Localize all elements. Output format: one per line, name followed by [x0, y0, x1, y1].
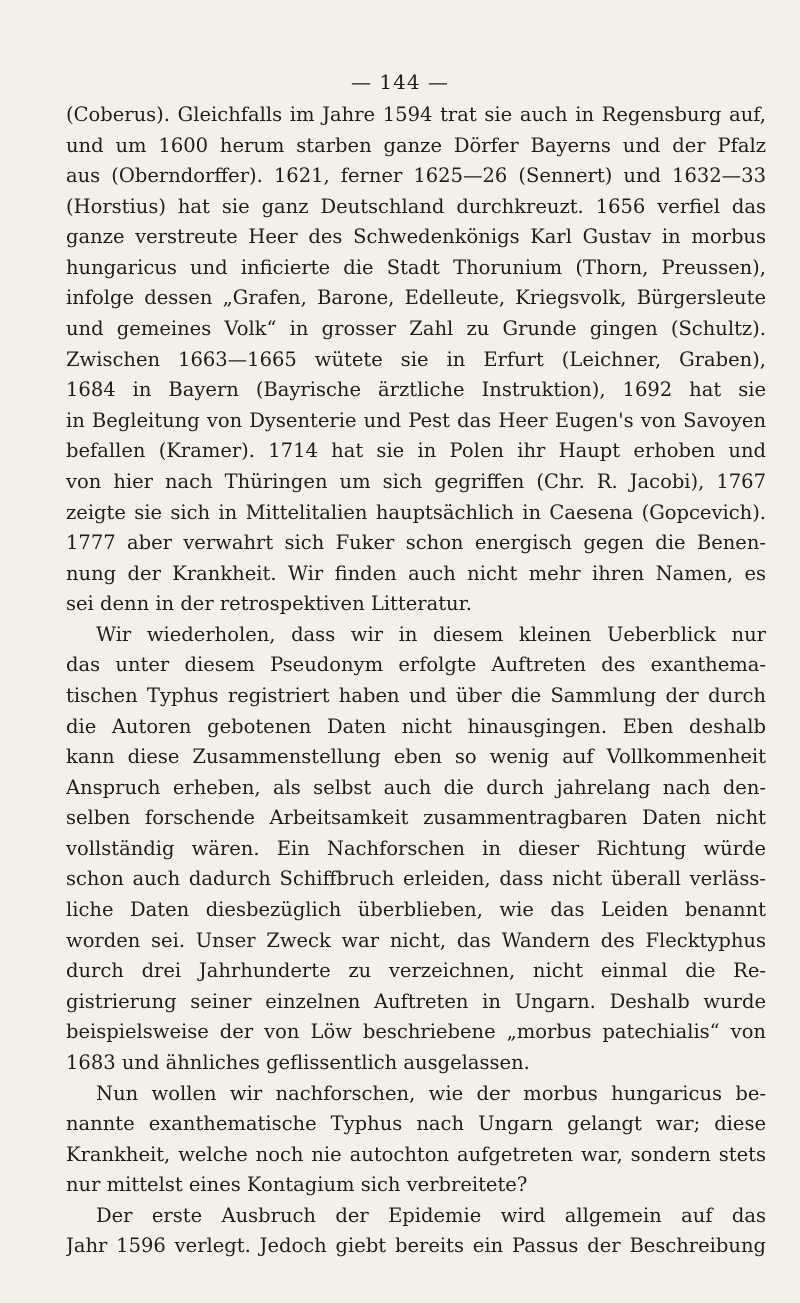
text-line: Krankheit, welche noch nie autochton aufgetreten war, sondern stets: [66, 1142, 766, 1166]
text-line: Der erste Ausbruch der Epidemie wird allgemein auf das: [96, 1203, 766, 1227]
body-text: [66, 100, 766, 1262]
text-line: hungaricus und inficierte die Stadt Thorunium (Thorn, Preussen),: [66, 255, 766, 279]
text-line: 1683 und ähnliches geflissentlich ausgelassen.: [66, 1050, 530, 1074]
text-line: nur mittelst eines Kontagium sich verbreitete?: [66, 1173, 528, 1197]
text-line: ganze verstreute Heer des Schwedenkönigs Karl Gustav in morbus: [66, 225, 766, 249]
text-line: vollständig wären. Ein Nachforschen in dieser Richtung würde: [66, 836, 766, 860]
text-line: Nun wollen wir nachforschen, wie der morbus hungaricus be-: [96, 1081, 766, 1105]
text-line: Anspruch erheben, als selbst auch die durch jahrelang nach den-: [66, 775, 766, 799]
text-line: befallen (Kramer). 1714 hat sie in Polen ihr Haupt erhoben und: [66, 439, 766, 463]
text-line: aus (Oberndorffer). 1621, ferner 1625—26 (Sennert) und 1632—33: [66, 164, 766, 188]
text-line: infolge dessen „Grafen, Barone, Edelleute, Kriegsvolk, Bürgersleute: [66, 286, 766, 310]
text-line: tischen Typhus registriert haben und über die Sammlung der durch: [66, 683, 766, 707]
text-line: 1777 aber verwahrt sich Fuker schon energisch gegen die Benen-: [66, 531, 766, 555]
text-line: 1684 in Bayern (Bayrische ärztliche Instruktion), 1692 hat sie: [66, 378, 766, 402]
text-line: (Horstius) hat sie ganz Deutschland durchkreuzt. 1656 verfiel das: [66, 194, 766, 218]
text-line: die Autoren gebotenen Daten nicht hinausgingen. Eben deshalb: [66, 714, 766, 738]
text-line: nung der Krankheit. Wir finden auch nicht mehr ihren Namen, es: [66, 561, 766, 585]
text-line: in Begleitung von Dysenterie und Pest das Heer Eugen's von Savoyen: [66, 408, 766, 432]
text-line: beispielsweise der von Löw beschriebene „morbus patechialis“ von: [66, 1020, 766, 1044]
text-line: sei denn in der retrospektiven Litteratur.: [66, 592, 472, 616]
text-line: Wir wiederholen, dass wir in diesem kleinen Ueberblick nur: [96, 622, 766, 646]
page-number: — 144 —: [351, 70, 449, 94]
text-line: von hier nach Thüringen um sich gegriffen (Chr. R. Jacobi), 1767: [66, 469, 766, 493]
text-line: selben forschende Arbeitsamkeit zusammentragbaren Daten nicht: [66, 806, 766, 830]
text-line: schon auch dadurch Schiffbruch erleiden, dass nicht überall verläss-: [66, 867, 766, 891]
text-line: und um 1600 herum starben ganze Dörfer Bayerns und der Pfalz: [66, 133, 766, 157]
text-line: zeigte sie sich in Mittelitalien hauptsächlich in Caesena (Gopcevich).: [66, 500, 766, 524]
text-line: das unter diesem Pseudonym erfolgte Auftreten des exanthema-: [66, 653, 766, 677]
text-line: Jahr 1596 verlegt. Jedoch giebt bereits ein Passus der Beschreibung: [66, 1234, 766, 1258]
text-line: (Coberus). Gleichfalls im Jahre 1594 trat sie auch in Regensburg auf,: [66, 103, 766, 126]
text-line: kann diese Zusammenstellung eben so wenig auf Vollkommenheit: [66, 745, 766, 769]
text-line: gistrierung seiner einzelnen Auftreten in Ungarn. Deshalb wurde: [66, 989, 766, 1013]
text-line: liche Daten diesbezüglich überblieben, wie das Leiden benannt: [66, 898, 766, 922]
text-line: durch drei Jahrhunderte zu verzeichnen, nicht einmal die Re-: [66, 959, 766, 983]
text-line: Zwischen 1663—1665 wütete sie in Erfurt (Leichner, Graben),: [66, 347, 766, 371]
text-line: worden sei. Unser Zweck war nicht, das Wandern des Flecktyphus: [66, 928, 766, 952]
text-line: nannte exanthematische Typhus nach Ungarn gelangt war; diese: [66, 1112, 766, 1136]
text-line: und gemeines Volk“ in grosser Zahl zu Grunde gingen (Schultz).: [66, 317, 766, 341]
